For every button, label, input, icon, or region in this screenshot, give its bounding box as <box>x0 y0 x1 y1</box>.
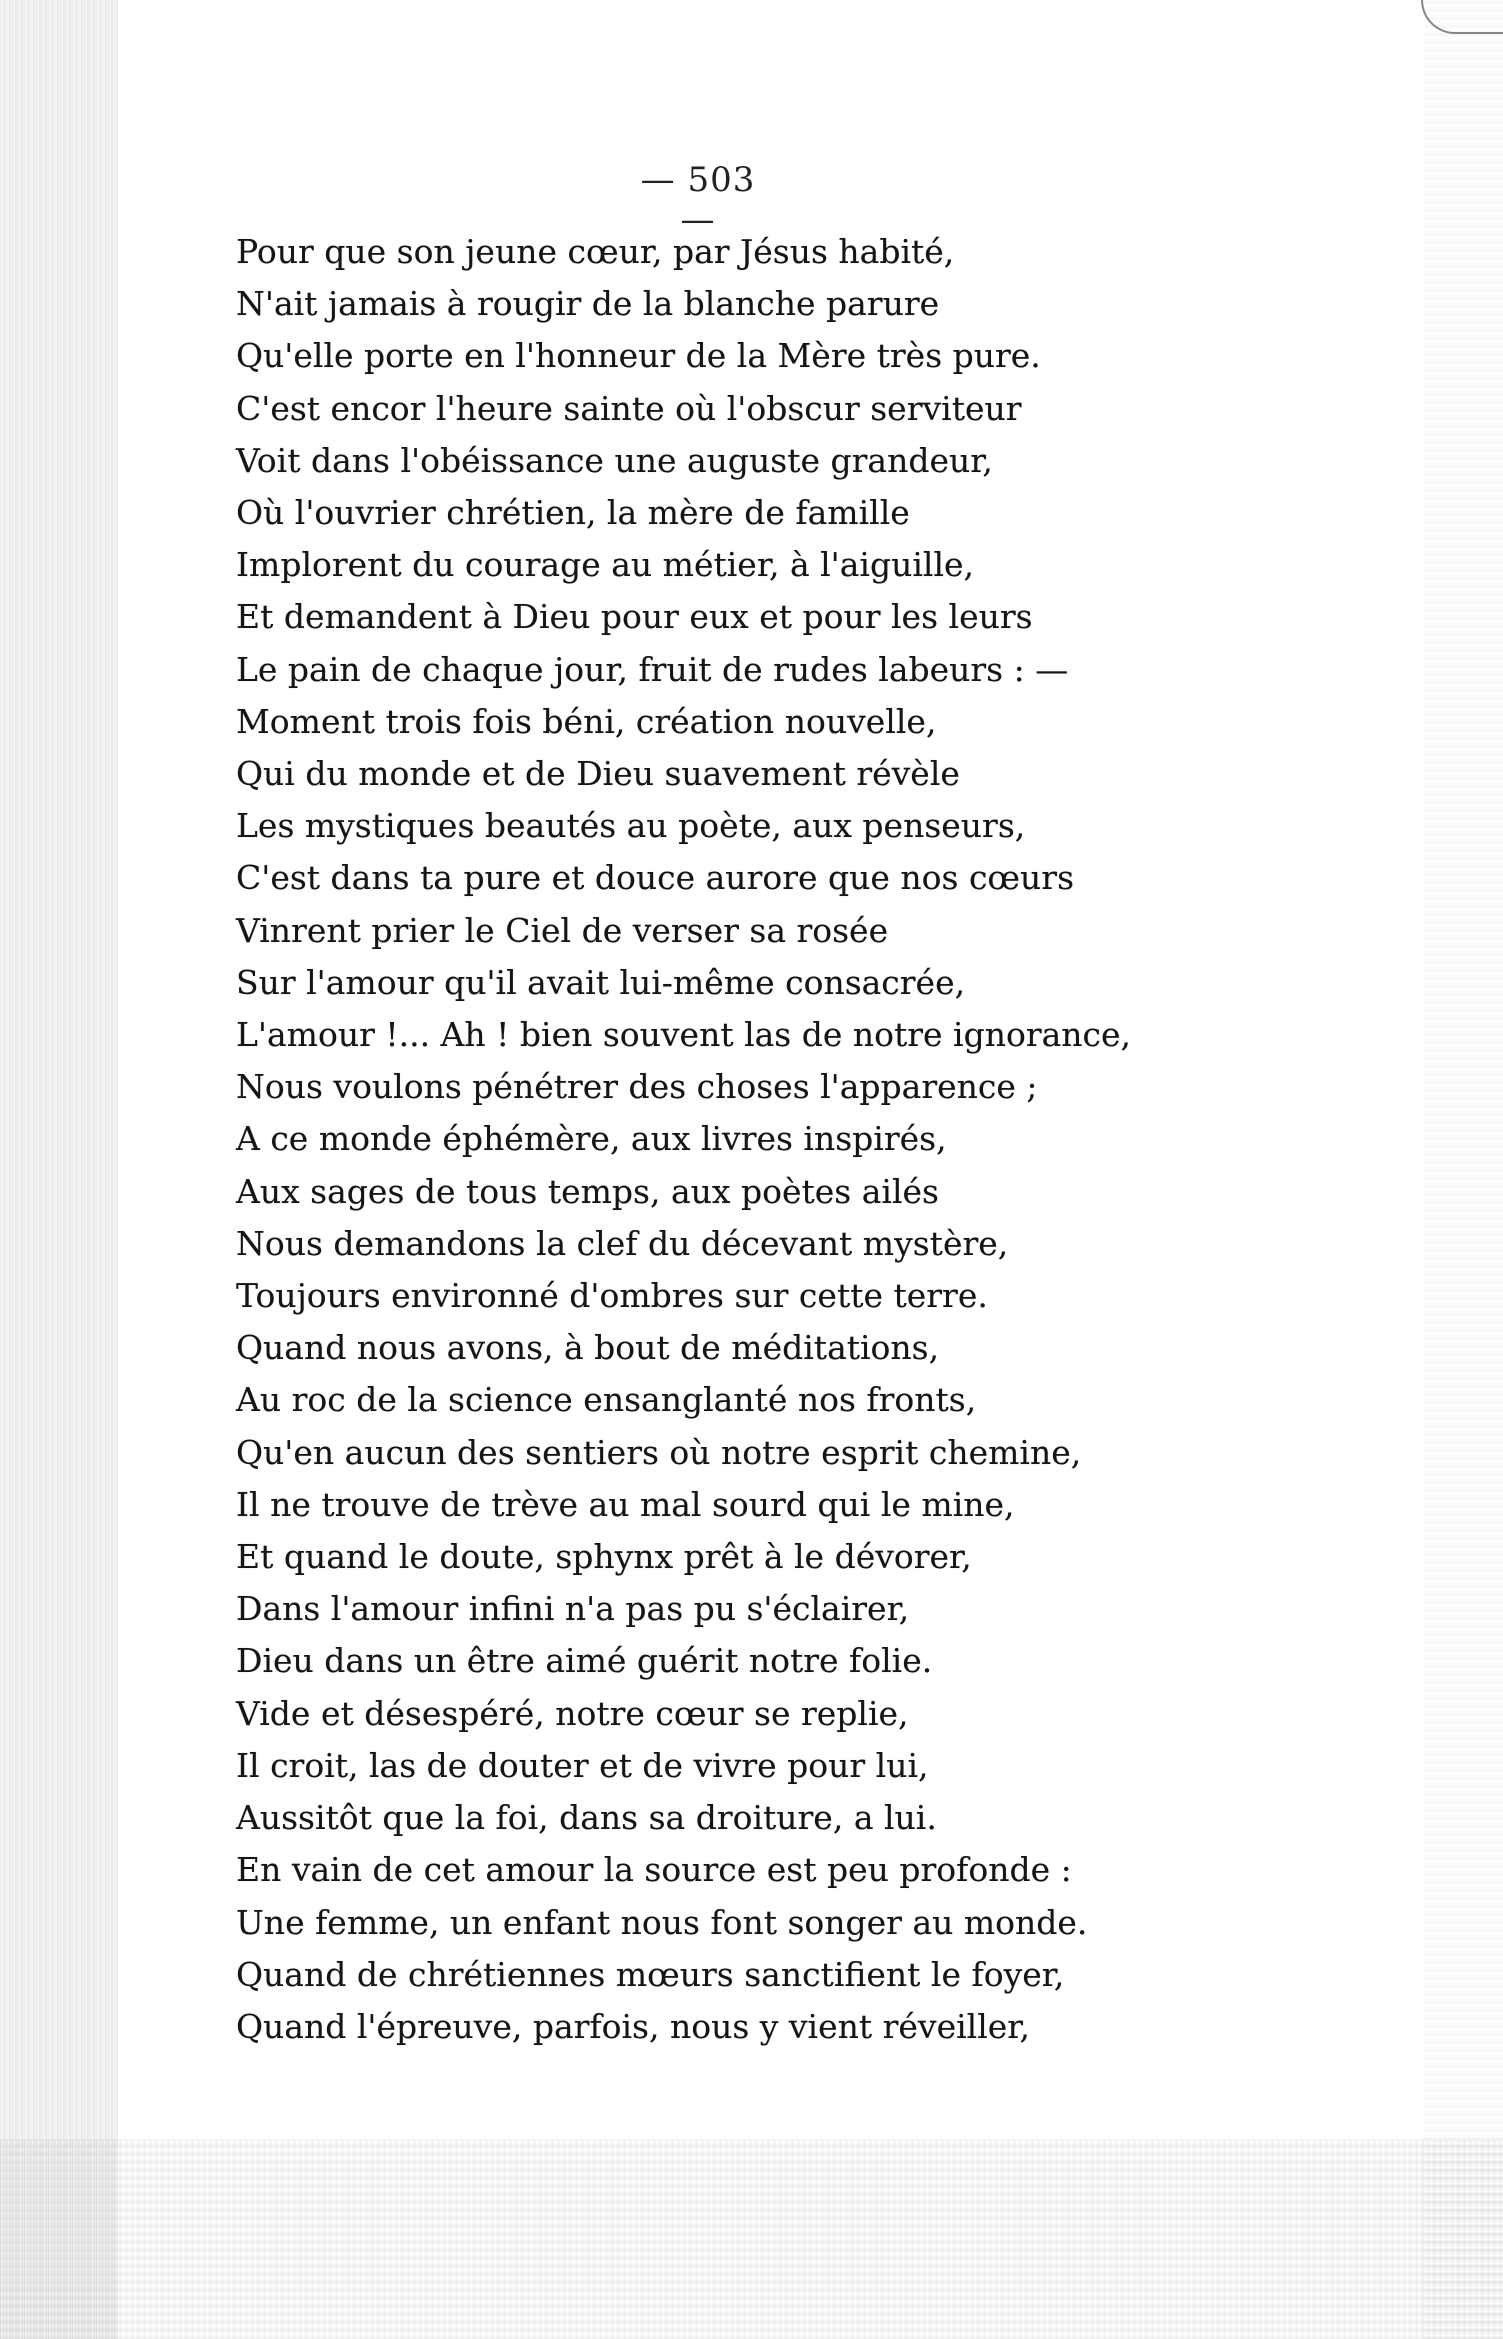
poem-line: Et demandent à Dieu pour eux et pour les leurs <box>236 597 1033 637</box>
poem-line: A ce monde éphémère, aux livres inspirés, <box>236 1119 947 1159</box>
page-number: — 503 — <box>640 160 756 240</box>
poem-line: L'amour !... Ah ! bien souvent las de notre ignorance, <box>236 1015 1132 1055</box>
poem-line: Aussitôt que la foi, dans sa droiture, a lui. <box>236 1798 937 1838</box>
poem-line: Et quand le doute, sphynx prêt à le dévorer, <box>236 1537 972 1577</box>
poem-line: Vide et désespéré, notre cœur se replie, <box>236 1693 909 1733</box>
poem-line: Qu'en aucun des sentiers où notre esprit chemine, <box>236 1432 1082 1472</box>
poem-line: Nous demandons la clef du décevant mystère, <box>236 1223 1009 1263</box>
poem-line: Moment trois fois béni, création nouvelle, <box>236 701 937 741</box>
poem-line: Dans l'amour infini n'a pas pu s'éclairer, <box>236 1589 910 1629</box>
poem-line: Toujours environné d'ombres sur cette terre. <box>236 1276 988 1316</box>
poem-line: Vinrent prier le Ciel de verser sa rosée <box>236 910 889 950</box>
poem-line: C'est dans ta pure et douce aurore que nos cœurs <box>236 858 1075 898</box>
poem-line: Le pain de chaque jour, fruit de rudes labeurs : — <box>236 649 1069 689</box>
poem-line: Quand nous avons, à bout de méditations, <box>236 1328 940 1368</box>
poem-line: Il ne trouve de trève au mal sourd qui le mine, <box>236 1484 1015 1524</box>
poem-line: N'ait jamais à rougir de la blanche parure <box>236 284 940 324</box>
scan-left-margin <box>0 0 118 2339</box>
poem-line: Quand l'épreuve, parfois, nous y vient réveiller, <box>236 2006 1030 2046</box>
poem-line: Aux sages de tous temps, aux poètes ailés <box>236 1171 939 1211</box>
poem-line: Où l'ouvrier chrétien, la mère de famille <box>236 493 910 533</box>
poem-line: Quand de chrétiennes mœurs sanctifient le foyer, <box>236 1954 1065 1994</box>
poem-line: En vain de cet amour la source est peu profonde : <box>236 1850 1072 1890</box>
poem-line: Pour que son jeune cœur, par Jésus habité, <box>236 232 955 271</box>
poem-line: Dieu dans un être aimé guérit notre folie. <box>236 1641 933 1681</box>
scan-right-edge <box>1423 0 1503 2339</box>
poem-line: Au roc de la science ensanglanté nos fronts, <box>236 1380 977 1420</box>
poem-line: Les mystiques beautés au poète, aux penseurs, <box>236 806 1026 846</box>
poem-line: Une femme, un enfant nous font songer au monde. <box>236 1902 1088 1942</box>
poem-line: Voit dans l'obéissance une auguste grandeur, <box>236 440 993 480</box>
poem-line: C'est encor l'heure sainte où l'obscur serviteur <box>236 388 1022 428</box>
scan-bottom-noise <box>0 2139 1503 2339</box>
poem-line: Implorent du courage au métier, à l'aiguille, <box>236 545 975 585</box>
poem-line: Nous voulons pénétrer des choses l'apparence ; <box>236 1067 1038 1107</box>
poem-line: Il croit, las de douter et de vivre pour lui, <box>236 1745 929 1785</box>
poem-line: Qui du monde et de Dieu suavement révèle <box>236 754 960 794</box>
poem-line: Qu'elle porte en l'honneur de la Mère très pure. <box>236 336 1041 376</box>
poem-text <box>236 226 1296 2053</box>
poem-line: Sur l'amour qu'il avait lui-même consacrée, <box>236 962 966 1002</box>
